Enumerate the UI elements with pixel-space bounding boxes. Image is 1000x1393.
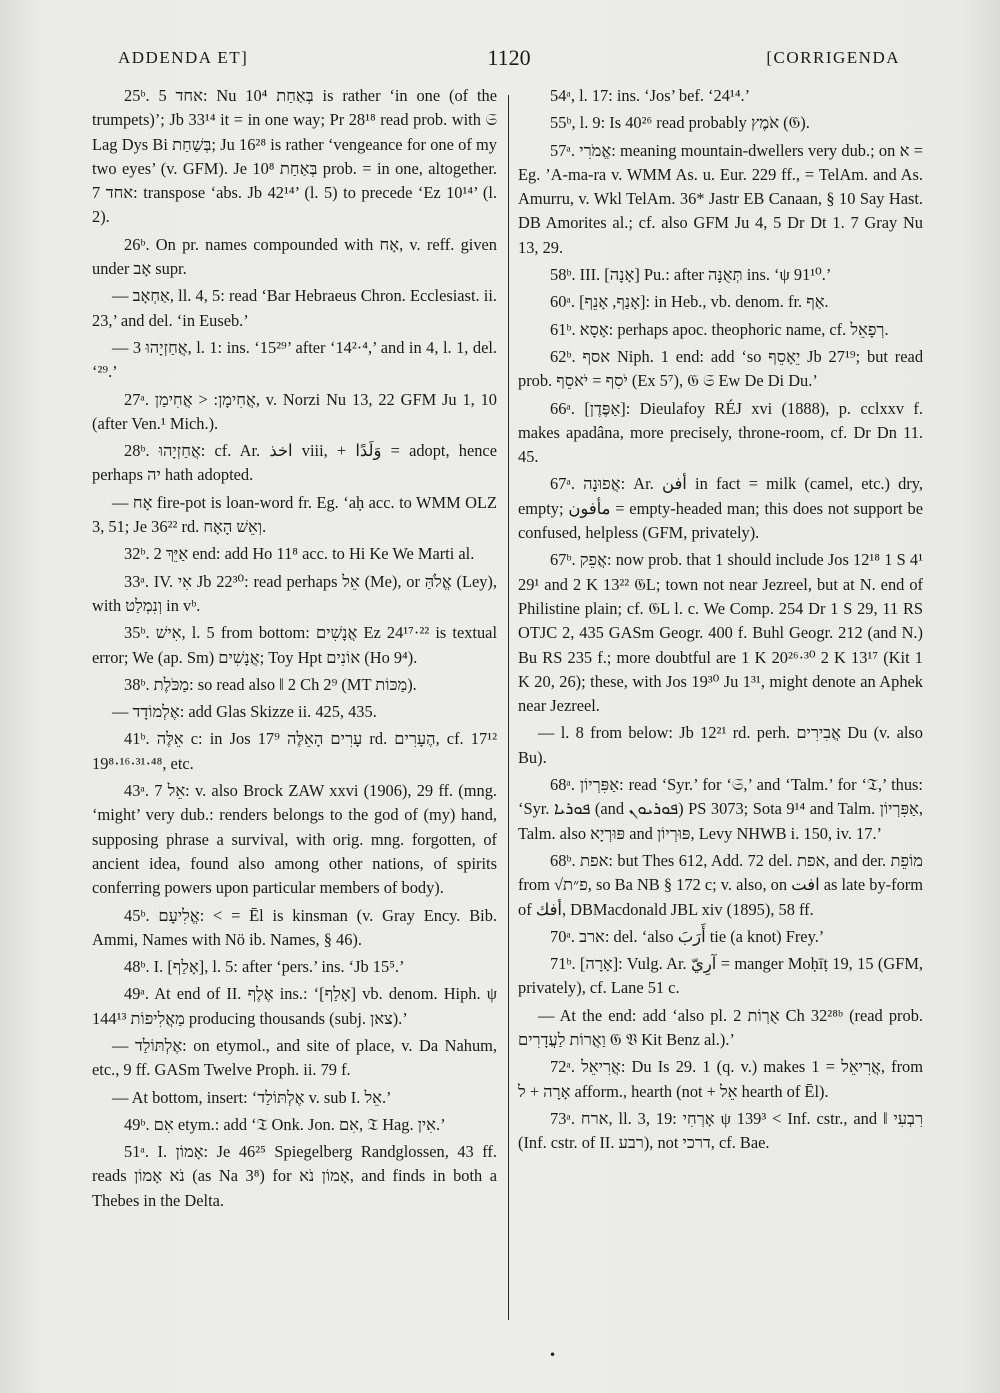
entry: 70ᵃ. ארב: del. ‘also أَرَبَ tie (a knot) Frey.’ bbox=[550, 926, 825, 946]
entry: 25ᵇ. אחד 5: Nu 10⁴ בְּאַחַת is rather ‘in one (of the trumpets)’; Jb 33¹⁴ it = in one way; Pr 28¹⁸ read prob. with 𝔖 Lag Dys Bi בְּשַׁחַת; Ju 16²⁸ is rather ‘vengeance for one of my two eyes’ (v. GFM). Je 10⁸ בְּאַחַת prob. = in one, altogether. אחד 7: transpose ‘abs. Jb 42¹⁴’ (l. 5) to precede ‘Ez 10¹⁴’ (l. 2). bbox=[92, 86, 497, 227]
entry: — אֲחַזְיָהוּ 3, l. 1: ins. ‘15²⁹’ after ‘14²·⁴,’ and in 4, l. 1, del. ‘²⁹.’ bbox=[92, 337, 497, 382]
entry: 72ᵃ. אֲרִיאֵל: Du Is 29. 1 (q. v.) makes 1 = אֲרִיאֵל, from אָרָה + ל afform., hearth (not + אֵל hearth of Ēl). bbox=[518, 1057, 923, 1101]
entry: 62ᵇ. אסף Niph. 1 end: add ‘so יֵאָסֵף Jb 27¹⁹; but read prob. יֹסִף = יֹאסֵף (Ex 5⁷), 𝔊 𝔖 Ew De Di Du.’ bbox=[518, 346, 923, 391]
entry: 60ᵃ. [אָנַף, אָנֵף]: in Heb., vb. denom. fr. אַף. bbox=[550, 292, 829, 312]
entry: 71ᵇ. [אָרָה]: Vulg. Ar. آرِيّ = manger Moḥīṭ 19, 15 (GFM, privately), cf. Lane 51 c. bbox=[518, 954, 923, 998]
right-column bbox=[518, 84, 923, 1324]
entry: 51ᵃ. I. אָמוֹן: Je 46²⁵ Spiegelberg Randglossen, 43 ff. reads נֹא אָמוֹן (as Na 3⁸) for אָמוֹן נֹא, and finds in both a Thebes in the Delta. bbox=[92, 1142, 497, 1210]
entry: 38ᵇ. מַכֹּלֶת: so read also ‖ 2 Ch 2⁹ (MT מַכּוֹת). bbox=[124, 674, 417, 694]
entry: — אֶלְמוֹדָד: add Glas Skizze ii. 425, 435. bbox=[112, 702, 377, 722]
entry: 67ᵃ. אֲפוּנָה: Ar. أفن in fact = milk (camel, etc.) dry, empty; مأفون = empty-headed man; this does not support be confused, helpless (GFM, privately). bbox=[518, 474, 923, 543]
entry: 33ᵃ. IV. אִי Jb 22³⁰: read perhaps אֵל (Me), or אֱלֹהַּ (Ley), with וְנִמְלַט in vᵇ. bbox=[92, 571, 497, 615]
entry: 45ᵇ. אֱלִיעָם: < = Ēl is kinsman (v. Gray Ency. Bib. Ammi, Names with Nö ib. Names, § 46). bbox=[92, 905, 497, 949]
entry: 28ᵇ. אֲחַזְיָהוּ: cf. Ar. اخذ viii, + وَلَدًا = adopt, hence perhaps יה hath adopted. bbox=[92, 441, 497, 485]
entry: 27ᵃ. אֲחִימָן: < אֲחִימַן, v. Norzi Nu 13, 22 GFM Ju 1, 10 (after Ven.¹ Mich.). bbox=[92, 389, 497, 433]
entry: 35ᵇ. אִישׁ, l. 5 from bottom: אֲנָשִׁים Ez 24¹⁷·²² is textual error; We (ap. Sm) אֲנָשִׁים; Toy Hpt אוֹנִים (Ho 9⁴). bbox=[92, 623, 497, 667]
entry: — At the end: add ‘also pl. אֻרְוֹת 2 Ch 32²⁸ᵇ (read prob. וַאֲרוֹת לַעֲדָרִים 𝔊 𝔙 Kit Benz al.).’ bbox=[518, 1005, 923, 1049]
entry: 54ᵃ, l. 17: ins. ‘Jos’ bef. ‘24¹⁴.’ bbox=[550, 86, 751, 105]
entry: 32ᵇ. אַיֵּךְ 2 end: add Ho 11⁸ acc. to Hi Ke We Marti al. bbox=[124, 544, 475, 564]
entry: — l. 8 from below: Jb 12²¹ rd. perh. אֲבִירִים Du (v. also Bu). bbox=[518, 723, 923, 767]
left-column bbox=[92, 84, 497, 1324]
entry: 68ᵇ. אפת: but Thes 612, Add. 72 del. אפת, and der. מוֹפֵת from √פ״ת, so Ba NB § 172 c; v. also, on افت as late by-form of أفك, DBMacdonald JBL xiv (1895), 58 ff. bbox=[518, 850, 923, 919]
entry: — אָח fire-pot is loan-word fr. Eg. ‘aḥ acc. to WMM OLZ 3, 51; Je 36²² rd. וְאֵשׁ הָאָח. bbox=[92, 492, 497, 537]
entry: 67ᵇ. אֲפֵק: now prob. that 1 should include Jos 12¹⁸ 1 S 4¹ 29¹ and 2 K 13²² 𝔊L; town not near Jezreel, but at N. end of Philistine plain; cf. 𝔊L l. c. We Comp. 254 Dr 1 S 29, 11 RS OTJC 2, 435 GASm Geogr. 400 f. Buhl Geogr. 212 (and N.) Bu RS 235 f.; more doubtful are 1 K 20²⁶·³⁰ 2 K 13¹⁷ (Kit 1 K 20, 26); these, with Jos 19³⁰ Ju 1³¹, might denote an Aphek near Jezreel. bbox=[518, 550, 923, 716]
header-left: ADDENDA ET] bbox=[118, 48, 249, 67]
entry: 73ᵃ. ארח, ll. 3, 19: אָרְחִי ψ 139³ < Inf. cstr., and ‖ רִבְעִי (Inf. cstr. of II. רבע), not דרכי, cf. Bae. bbox=[518, 1108, 923, 1153]
entry: 66ᵃ. [אַפֶּדֶן]: Dieulafoy RÉJ xvi (1888), p. cclxxv f. makes apadâna, more precisely, throne-room, cf. Dr Dn 11. 45. bbox=[518, 398, 923, 467]
entry: 48ᵇ. I. [אָלַף], l. 5: after ‘pers.’ ins. ‘Jb 15⁵.’ bbox=[124, 957, 405, 977]
entry: 55ᵇ, l. 9: Is 40²⁶ read probably אֹמֶץ (𝔊). bbox=[550, 113, 810, 133]
entry: — At bottom, insert: ‘אֶלְתּוֹלַד v. sub I. אֵל.’ bbox=[112, 1087, 392, 1107]
running-header bbox=[118, 45, 900, 82]
entry: — אֶלְתּוֹלַד: on etymol., and site of place, v. Da Nahum, etc., 9 ff. GASm Twelve Proph. ii. 79 f. bbox=[92, 1035, 497, 1080]
entry: 49ᵇ. אִם etym.: add ‘𝔗 Onk. Jon. אִם, 𝔗 Hag. אִין.’ bbox=[124, 1114, 446, 1134]
header-right: [CORRIGENDA bbox=[766, 48, 900, 67]
entry: 68ᵃ. אַפִּרְיוֹן: read ‘Syr.’ for ‘𝔖,’ and ‘Talm.’ for ‘𝔗,’ thus: ‘Syr. ܦܘܪܝܐ (and ܦܘܪܝܘܢ) PS 3073; Sota 9¹⁴ and Talm. אַפִּרְיוֹן, Talm. also פּוּרְיָא and פּוּרְיוֹן, Levy NHWB i. 150, iv. 17.’ bbox=[518, 775, 923, 843]
column-rule bbox=[508, 95, 509, 1320]
entry: 57ᵃ. אֱמֹרִי: meaning mountain-dwellers very dub.; on א = Eg. ’A-ma-ra v. WMM As. u. Eur. 229 ff., = TelAm. and As. Amurru, v. Wkl TelAm. 36* Jastr EB Canaan, § 10 Say Hast. DB Amorites al.; cf. also GFM Ju 4, 5 Dr Dt 1. 7 Gray Nu 13, 29. bbox=[518, 140, 923, 257]
entry: 61ᵇ. אָסָא: perhaps apoc. theophoric name, cf. רְפָאֵל. bbox=[550, 319, 889, 339]
entry: 26ᵇ. On pr. names compounded with אָח, v. reff. given under אָב supr. bbox=[92, 234, 497, 279]
page-number: 1120 bbox=[487, 45, 531, 70]
entry: 58ᵇ. III. [אָנָה] Pu.: after תְּאֻנָּה ins. ‘ψ 91¹⁰.’ bbox=[550, 265, 832, 285]
entry: 43ᵃ. אֵל 7: v. also Brock ZAW xxvi (1906), 29 ff. (mng. ‘might’ very dub.: renders belongs to the god of (my) hand, supposing phrase a survival, with orig. mng. forgotten, of ancient idea, found also among other nations, of spirits conferring powers upon particular members of body). bbox=[92, 781, 497, 898]
print-mark: • bbox=[549, 1348, 557, 1362]
entry: 49ᵃ. At end of II. אֶלֶף ins.: ‘[אָלַף] vb. denom. Hiph. ψ 144¹³ מַאֲלִיפוֹת producing thousands (subj. צאן).’ bbox=[92, 984, 497, 1028]
entry: — אַחְאָב, ll. 4, 5: read ‘Bar Hebraeus Chron. Ecclesiast. ii. 23,’ and del. ‘in Euseb.’ bbox=[92, 286, 497, 330]
entry: 41ᵇ. אֵלֶּה c: in Jos 17⁹ עָרִים הָאֵלֶּה rd. הֶעָרִים, cf. 17¹² 19⁸·¹⁶·³¹·⁴⁸, etc. bbox=[92, 729, 497, 773]
